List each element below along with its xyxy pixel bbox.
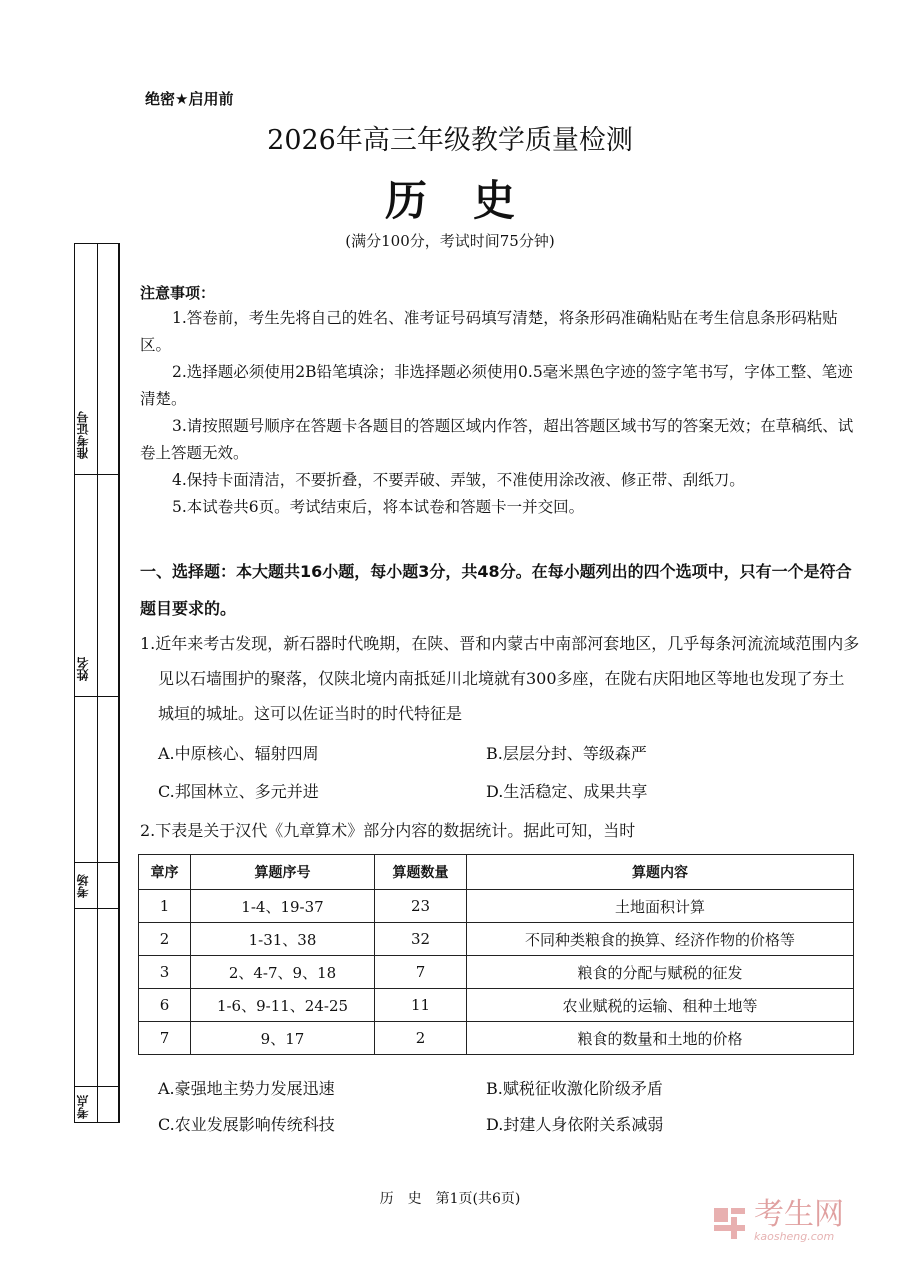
table-header-cell: 算题数量 bbox=[375, 855, 467, 890]
notice-item: 1.答卷前，考生先将自己的姓名、准考证号码填写清楚，将条形码准确粘贴在考生信息条形码粘贴区。 bbox=[140, 309, 838, 354]
sidebar-line bbox=[75, 474, 118, 475]
table-header-cell: 章序 bbox=[139, 855, 191, 890]
exam-title: 2026年高三年级教学质量检测 bbox=[267, 125, 633, 156]
sidebar-label-exam-room: 考场 bbox=[76, 874, 90, 898]
site-watermark bbox=[712, 1197, 844, 1243]
sidebar-line bbox=[75, 696, 118, 697]
table-cell: 3 bbox=[139, 956, 191, 989]
watermark-text: 考生网 bbox=[754, 1197, 844, 1232]
table-header-cell: 算题序号 bbox=[191, 855, 375, 890]
section-heading: 一、选择题：本大题共16小题，每小题3分，共48分。在每小题列出的四个选项中，只有一个是符合题目要求的。 bbox=[140, 562, 852, 618]
table-cell: 粮食的数量和土地的价格 bbox=[467, 1022, 854, 1055]
table-cell: 1 bbox=[139, 890, 191, 923]
option-b: B.层层分封、等级森严 bbox=[486, 744, 647, 763]
table-cell: 6 bbox=[139, 989, 191, 1022]
option-b: B.赋税征收激化阶级矛盾 bbox=[486, 1079, 663, 1098]
table-cell: 不同种类粮食的换算、经济作物的价格等 bbox=[467, 923, 854, 956]
sidebar-line bbox=[75, 1086, 118, 1087]
score-info: (满分100分，考试时间75分钟) bbox=[345, 232, 555, 250]
page-footer: 历 史 第1页(共6页) bbox=[379, 1191, 521, 1207]
table-row bbox=[139, 1022, 854, 1055]
table-cell: 7 bbox=[375, 956, 467, 989]
watermark-logo-icon bbox=[712, 1204, 748, 1240]
table-cell: 2、4-7、9、18 bbox=[191, 956, 375, 989]
sidebar-divider bbox=[97, 244, 98, 1122]
notice-heading: 注意事项： bbox=[140, 284, 216, 302]
question-stem: 2.下表是关于汉代《九章算术》部分内容的数据统计。据此可知，当时 bbox=[140, 821, 636, 840]
table-cell: 7 bbox=[139, 1022, 191, 1055]
subject-title: 历史 bbox=[384, 176, 561, 225]
table-cell: 32 bbox=[375, 923, 467, 956]
data-table bbox=[138, 854, 854, 1055]
question-1 bbox=[140, 626, 860, 731]
candidate-info-sidebar bbox=[74, 243, 120, 1123]
table-cell: 1-6、9-11、24-25 bbox=[191, 989, 375, 1022]
option-a: A.豪强地主势力发展迅速 bbox=[158, 1079, 335, 1098]
table-cell: 2 bbox=[375, 1022, 467, 1055]
table-row bbox=[139, 923, 854, 956]
sidebar-line bbox=[75, 862, 118, 863]
table-cell: 11 bbox=[375, 989, 467, 1022]
table-cell: 23 bbox=[375, 890, 467, 923]
option-c: C.邦国林立、多元并进 bbox=[158, 782, 319, 801]
table-cell: 1-4、19-37 bbox=[191, 890, 375, 923]
question-2 bbox=[140, 813, 860, 848]
table-row bbox=[139, 890, 854, 923]
sidebar-line bbox=[75, 908, 118, 909]
table-header-row bbox=[139, 855, 854, 890]
table-header-cell: 算题内容 bbox=[467, 855, 854, 890]
notice-item: 2.选择题必须使用2B铅笔填涂；非选择题必须使用0.5毫米黑色字迹的签字笔书写，字体工整、笔迹清楚。 bbox=[140, 363, 853, 408]
option-a: A.中原核心、辐射四周 bbox=[158, 744, 319, 763]
table-cell: 1-31、38 bbox=[191, 923, 375, 956]
notice-item: 3.请按照题号顺序在答题卡各题目的答题区域内作答，超出答题区域书写的答案无效；在草稿纸、试卷上答题无效。 bbox=[140, 417, 854, 462]
sidebar-label-exam-id: 准考证号 bbox=[76, 411, 90, 459]
option-c: C.农业发展影响传统科技 bbox=[158, 1115, 335, 1134]
table-row bbox=[139, 956, 854, 989]
table-cell: 农业赋税的运输、租种土地等 bbox=[467, 989, 854, 1022]
notice-item: 5.本试卷共6页。考试结束后，将本试卷和答题卡一并交回。 bbox=[172, 498, 585, 516]
table-cell: 2 bbox=[139, 923, 191, 956]
notice-item: 4.保持卡面清洁，不要折叠，不要弄破、弄皱，不准使用涂改液、修正带、刮纸刀。 bbox=[172, 471, 745, 489]
question-stem: 1.近年来考古发现，新石器时代晚期，在陕、晋和内蒙古中南部河套地区，几乎每条河流流域范围内多见以石墙围护的聚落，仅陕北境内南抵延川北境就有300多座，在陇右庆阳地区等地也发现了夯土城垣的城址。这可以佐证当时的时代特征是 bbox=[140, 634, 860, 723]
table-cell: 土地面积计算 bbox=[467, 890, 854, 923]
confidential-mark: 绝密★启用前 bbox=[145, 90, 234, 108]
table-cell: 9、17 bbox=[191, 1022, 375, 1055]
sidebar-label-name: 姓名 bbox=[76, 657, 90, 681]
notice-list bbox=[140, 305, 860, 521]
option-d: D.生活稳定、成果共享 bbox=[486, 782, 648, 801]
table-cell: 粮食的分配与赋税的征发 bbox=[467, 956, 854, 989]
watermark-url: kaosheng.com bbox=[754, 1230, 835, 1243]
table-row bbox=[139, 989, 854, 1022]
option-d: D.封建人身依附关系减弱 bbox=[486, 1115, 664, 1134]
sidebar-label-exam-site: 考点 bbox=[76, 1095, 90, 1119]
